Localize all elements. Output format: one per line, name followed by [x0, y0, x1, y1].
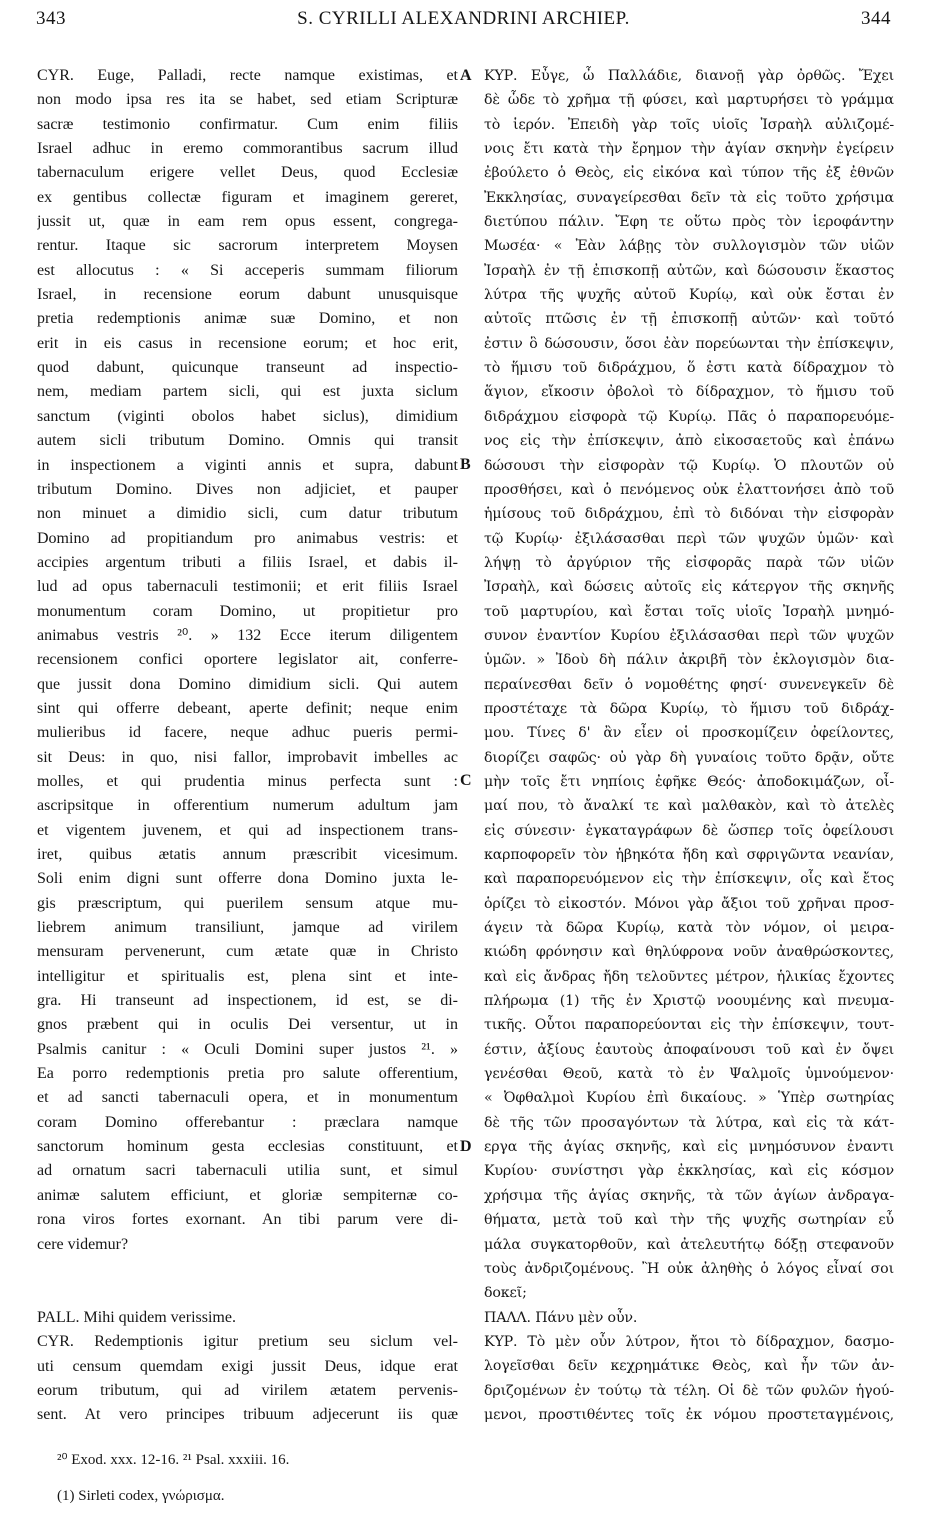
footnotes — [57, 1442, 289, 1514]
text-line: non modo ipsa res ita se habet, sed etiam Scripturæ — [37, 91, 458, 109]
text-line: δριζομένων ἐν τούτῳ τὰ τέλη. Οἱ δὲ τῶν φυλῶν ἡγού- — [484, 1382, 894, 1399]
text-line: CYR. Euge, Palladi, recte namque existimas, et — [37, 67, 458, 84]
text-line: eorum tributum, qui ad virilem ætatem pervenis- — [37, 1381, 458, 1399]
text-line: περαίνεσθαι δεῖν ὁ νομοθέτης φησί· συνενεγκεῖν δὲ — [484, 676, 894, 693]
text-line: pretia redemptionis animæ suæ Domino, et non — [37, 310, 458, 328]
text-line: διορίζει σαφῶς· οὐ γὰρ δὴ γυναίοις τοῦτο δρᾷν, οὔτε — [484, 749, 894, 766]
text-line: autem sicli tributum Domino. Omnis qui transit — [37, 432, 458, 450]
text-line: μὴν τοῖς ἔτι νηπίοις ἐφῆκε Θεός· ἀποδοκιμάζων, οἶ- — [484, 773, 894, 790]
text-line: πλήρωμα (1) τῆς ἐν Χριστῷ νοουμένης καὶ πνευμα- — [484, 993, 894, 1010]
text-line: μαί που, τὸ ἄναλκί τε καὶ μαλθακὸν, καὶ τὸ ἀτελὲς — [484, 798, 894, 815]
text-line: ΠΑΛΛ. Πάνυ μὲν οὖν. — [484, 1309, 638, 1326]
text-line: molles, et qui prudentia minus perfecta sunt : — [37, 772, 458, 790]
text-line: χρήσιμα τῆς ἁγίας σκηνῆς, τὰ τῶν ἁγίων ἀνδραγα- — [484, 1187, 894, 1204]
text-line: PALL. Mihi quidem verissime. — [37, 1308, 236, 1326]
text-line: ΚΥΡ. Εὖγε, ὦ Παλλάδιε, διανοῇ γὰρ ὀρθῶς. Ἔχει — [484, 68, 894, 84]
text-line: recensionem confici oportere legislator ait, conferre- — [37, 651, 458, 669]
text-line: μάλα συγκατορθοῦν, καὶ ἀτελευτήτῳ δόξῃ στεφανοῦν — [484, 1236, 894, 1253]
text-line: Ἰσραὴλ, καὶ δώσεις αὐτοῖς εἰς κάτεργον τῆς σκηνῆς — [484, 579, 894, 596]
text-line: Israel, in recensione eorum dabunt unusquisque — [37, 286, 458, 304]
page-number-right: 344 — [861, 8, 891, 29]
margin-letter-d: D — [460, 1138, 472, 1155]
text-line: CYR. Redemptionis igitur pretium seu siclum vel- — [37, 1333, 458, 1351]
footnote-variant: (1) Sirleti codex, γνώρισμα. — [57, 1488, 225, 1504]
text-line: « Ὀφθαλμοὶ Κυρίου ἐπὶ δικαίους. » Ὑπὲρ σωτηρίας — [484, 1090, 894, 1107]
text-line: καὶ εἰς ἄνδρας ἤδη τελοῦντες μέτρον, ἡλικίας ἔχοντες — [484, 968, 894, 985]
text-line: rona viros fortes exornant. An tibi parum vere di- — [37, 1211, 458, 1229]
text-line: et ad sancti tabernaculi opera, et in monumentum — [37, 1089, 458, 1107]
text-line: προσθήσει, καὶ ὁ πενόμενος οὐκ ἐλαττονήσει ἀπὸ τοῦ — [484, 481, 894, 498]
text-line: προστέταχε τὰ δῶρα Κυρίῳ, τὸ ἥμισυ τοῦ διδράχ- — [484, 700, 894, 717]
text-line: Soli enim digni sunt offerre dona Domino juxta le- — [37, 870, 458, 888]
text-line: νοις ἔτι κατὰ τὴν ἔρημον τὴν ἁγίαν σκηνὴν ἐγείρειν — [484, 141, 894, 158]
text-line: δὲ ὧδε τὸ χρῆμα τῇ φύσει, καὶ μαρτυρήσει τὸ γράμμα — [484, 92, 894, 109]
text-line: Ἰσραὴλ ἐν τῇ ἐπισκοπῇ αὐτῶν, καὶ δώσουσιν ἕκαστος — [484, 262, 894, 279]
text-line: Ea porro redemptionis pretia pro salute offerentium, — [37, 1065, 458, 1083]
greek-column — [484, 64, 894, 1427]
text-line: in inspectionem a viginti annis et supra, dabunt — [37, 456, 458, 474]
text-line: μενοι, προστιθέντες τοῖς ἐκ νόμου προστεταγμένοις, — [484, 1406, 894, 1423]
margin-letter-c: C — [460, 772, 472, 789]
text-line: gis præscriptum, qui puerilem sensum atque mu- — [37, 894, 458, 912]
text-line: τὸ ἱερόν. Ἐπειδὴ γὰρ τοῖς υἱοῖς Ἰσραὴλ αὐλιζομέ- — [484, 116, 894, 133]
text-line: θήματα, μετὰ τοῦ καὶ τὴν τῆς ψυχῆς σωτηρίαν εὖ — [484, 1212, 894, 1229]
text-line: sit Deus: in quo, nisi fallor, improbavit imbelles ac — [37, 748, 458, 766]
text-line: κιώδη φρόνησιν καὶ θηλύφρονα νοῦν ἀναθρώσκοντες, — [484, 944, 894, 961]
text-line: tabernaculum erigere vellet Deus, quod Ecclesiæ — [37, 164, 458, 182]
text-line: erit in eis casus in recensione eorum; et hoc erit, — [37, 334, 458, 352]
margin-letter-a: A — [460, 67, 472, 84]
text-line: ΚΥΡ. Τὸ μὲν οὖν λύτρον, ἤτοι τὸ δίδραχμον, δασμο- — [484, 1333, 894, 1350]
text-line: rentur. Itaque sic sacrorum interpretem Moysen — [37, 237, 458, 255]
text-line: sanctorum hominum gesta ecclesias constituunt, et — [37, 1138, 458, 1156]
text-line: sanctum (viginti obolos habet siclus), dimidium — [37, 407, 458, 425]
text-line: est allocutus : « Si acceperis summam filiorum — [37, 261, 458, 279]
text-line: συνον ἐναντίον Κυρίου ἐξιλάσασθαι περὶ τῶν ψυχῶν — [484, 627, 894, 644]
text-line: sent. At vero principes tribuum adjecerunt iis quæ — [37, 1406, 458, 1424]
text-line: λογεῖσθαι δεῖν κεχρημάτικε Θεὸς, καὶ ἦν τῶν ἀν- — [484, 1358, 894, 1375]
text-line: Ἐκκλησίας, συναγείρεσθαι δεῖν τὰ εἰς τοῦτο χρήσιμα — [484, 189, 894, 206]
page-header — [36, 8, 891, 40]
text-line: Κυρίου· συνίστησι γὰρ ἐκκλησίας, καὶ εἰς κόσμον — [484, 1163, 894, 1180]
text-line: ἅγιον, εἴκοσιν ὀβολοὶ τὸ δίδραχμον, τὸ ἥμισυ τοῦ — [484, 384, 894, 401]
text-line: μου. Τίνες δ' ἂν εἶεν οἱ προσκομίζειν ὀφείλοντες, — [484, 725, 894, 742]
text-line: que jussit dona Domino dimidium sicli. Qui autem — [37, 675, 458, 693]
text-line: διετύπου πάλιν. Ἔφη τε οὕτω πρὸς τὸν ἱεροφάντην — [484, 214, 894, 231]
text-line: tributum Domino. Dives non adjiciet, et pauper — [37, 480, 458, 498]
text-line: Israel adhuc in eremo commorantibus sacrum illud — [37, 140, 458, 158]
text-line: γενέσθαι Θεοῦ, κατὰ τὸ ἐν Ψαλμοῖς ὑμνούμενον· — [484, 1066, 894, 1083]
text-line: Μωσέα· « Ἐὰν λάβῃς τὸν συλλογισμὸν τῶν υἱῶν — [484, 238, 894, 255]
text-line: cere videmur? — [37, 1235, 129, 1253]
text-line: ἡμίσους τοῦ διδράχμου, ἐπὶ τὸ διδόναι τὴν εἰσφορὰν — [484, 506, 894, 523]
running-title: S. CYRILLI ALEXANDRINI ARCHIEP. — [297, 8, 630, 29]
text-line: mulieribus id facere, neque adhuc pueris permi- — [37, 724, 458, 742]
text-line: τικῆς. Οὗτοι παραπορεύονται εἰς τὴν ἐπίσκεψιν, τουτ- — [484, 1017, 894, 1034]
text-line: mensuram pervenerunt, cum ætate quæ in Christo — [37, 943, 458, 961]
text-line: sacræ testimonio confirmatur. Cum enim filiis — [37, 115, 458, 133]
text-line: ex gentibus collectæ figuram et imaginem gereret, — [37, 188, 458, 206]
margin-letter-b: B — [460, 456, 471, 473]
text-line: εἰς σύνεσιν· ἐγκαταγράφων δὲ ὥσπερ τοῖς ὀφείλουσι — [484, 822, 894, 839]
text-line: τῷ Κυρίῳ· ἐξιλάσασθαι περὶ τῶν ψυχῶν ὑμῶν· καὶ — [484, 530, 894, 547]
text-line: λήψῃ τὸ ἀργύριον τῆς εἰσφορᾶς παρὰ τῶν υἱῶν — [484, 554, 894, 571]
text-line: έστιν, ἀξίους ἑαυτοὺς ἀποφαίνουσι τοῦ καὶ ἐν ὄψει — [484, 1041, 894, 1058]
text-line: sint qui offerre debeant, aperte definit; neque enim — [37, 699, 458, 717]
text-line: νος εἰς τὴν ἐπίσκεψιν, ἀπὸ εἰκοσαετοῦς καὶ ἐπάνω — [484, 433, 894, 450]
text-line: ad ornatum sacri tabernaculi utilia sunt, et simul — [37, 1162, 458, 1180]
text-line: nem, mediam partem sicli, qui est juxta siclum — [37, 383, 458, 401]
text-line: ascripsitque in offerentium numerum adultum jam — [37, 797, 458, 815]
text-line: τοῦ μαρτυρίου, καὶ ἔσται τοῖς υἱοῖς Ἰσραὴλ μνημό- — [484, 603, 894, 620]
text-line: δὲ τῆς τῶν προσαγόντων τὰ λύτρα, καὶ εἰς τὰ κάτ- — [484, 1114, 894, 1131]
text-line: intelligitur et spiritualis est, plena sint et inte- — [37, 967, 458, 985]
text-line: uti censum quemdam exigi jussit Deus, idque erat — [37, 1357, 458, 1375]
text-line: monumentum coram Domino, ut propitietur pro — [37, 602, 458, 620]
text-line: ἐστιν ὃ δώσουσιν, ὅσοι ἐὰν πορεύωνται τὴν ἐπίσκεψιν, — [484, 335, 894, 352]
text-line: εργα τῆς ἁγίας σκηνῆς, καὶ εἰς μνημόσυνον ἐναντι — [484, 1139, 894, 1156]
text-line: gra. Hi transeunt ad inspectionem, id est, se di- — [37, 992, 458, 1010]
text-line: lud ad opus tabernaculi testimonii; et erit filiis Israel — [37, 578, 458, 596]
page-number-left: 343 — [36, 8, 66, 29]
text-line: Psalmis canitur : « Oculi Domini super justos ²¹. » — [37, 1040, 458, 1058]
text-line: animæ salutem efficiunt, et gloriæ sempiternæ co- — [37, 1186, 458, 1204]
text-line: iret, quibus ætatis annum præscribit vicesimum. — [37, 846, 458, 863]
text-line: accipies argentum tributi a filiis Israel, et dabis il- — [37, 553, 458, 571]
text-line: λύτρα τῆς ψυχῆς αὐτοῦ Κυρίῳ, καὶ οὐκ ἔσται ἐν — [484, 287, 894, 304]
text-line: καρποφορεῖν τὸν ἡβηκότα ἤδη καὶ σφριγῶντα νεανίαν, — [484, 847, 894, 863]
paragraph-gap — [37, 1257, 458, 1306]
text-line: διδράχμου εἰσφορὰ τῷ Κυρίῳ. Πᾶς ὁ παραπορευόμε- — [484, 408, 894, 425]
text-line: καὶ παραπορευόμενον εἰς τὴν ἐπίσκεψιν, οἷς καὶ ἔτος — [484, 871, 894, 888]
text-line: άγειν τὰ δῶρα Κυρίῳ, κατὰ τὸν νόμον, οἱ μειρα- — [484, 920, 894, 937]
latin-column — [37, 64, 458, 1428]
text-line: Domino ad propitiandum pro animabus vestris: et — [37, 529, 458, 547]
text-line: animabus vestris ²⁰. » 132 Ecce iterum diligentem — [37, 626, 458, 644]
text-line: gnos præbent qui in oculis Dei versentur, ut in — [37, 1016, 458, 1034]
text-line: τοὺς ἀνδριζομένους. Ἢ οὐκ ἀληθὴς ὁ λόγος εἶναί σοι — [484, 1260, 894, 1277]
text-line: αὐτοῖς πτῶσις ἐν τῇ ἐπισκοπῇ αὐτῶν· καὶ τοῦτό — [484, 311, 894, 328]
text-line: coram Domino offerebantur : præclara namque — [37, 1113, 458, 1131]
footnote-scripture: ²⁰ Exod. xxx. 12-16. ²¹ Psal. xxxiii. 16. — [57, 1452, 290, 1468]
text-line: et vigentem juvenem, et qui ad inspectionem trans- — [37, 821, 458, 839]
text-line: jussit ut, quæ in eam rem opus essent, congrega- — [37, 213, 458, 231]
text-line: ὁρίζει τὸ εἰκοστόν. Μόνοι γὰρ ἄξιοι τοῦ χρῆναι προσ- — [484, 895, 894, 912]
text-line: ἐβούλετο ὁ Θεὸς, εἰς εἰκόνα καὶ τύπον τῆς ἐξ ἐθνῶν — [484, 165, 894, 182]
text-line: liebrem animum transiliunt, jamque ad virilem — [37, 919, 458, 937]
text-line: δώσουσι τὴν εἰσφορὰν τῷ Κυρίῳ. Ὁ πλουτῶν οὐ — [484, 457, 894, 474]
text-line: τὸ ἥμισυ τοῦ διδράχμου, ὅ ἐστι κατὰ δίδραχμον τὸ — [484, 360, 894, 377]
text-line: non minuet a dimidio sicli, cum datur tributum — [37, 505, 458, 523]
text-line: ὑμῶν. » Ἰδοὺ δὴ πάλιν ἀκριβῆ τὸν ἐκλογισμὸν δια- — [484, 652, 894, 669]
text-line: quod dabunt, quicunque transeunt ad inspectio- — [37, 359, 458, 377]
text-line: δοκεῖ; — [484, 1285, 527, 1302]
